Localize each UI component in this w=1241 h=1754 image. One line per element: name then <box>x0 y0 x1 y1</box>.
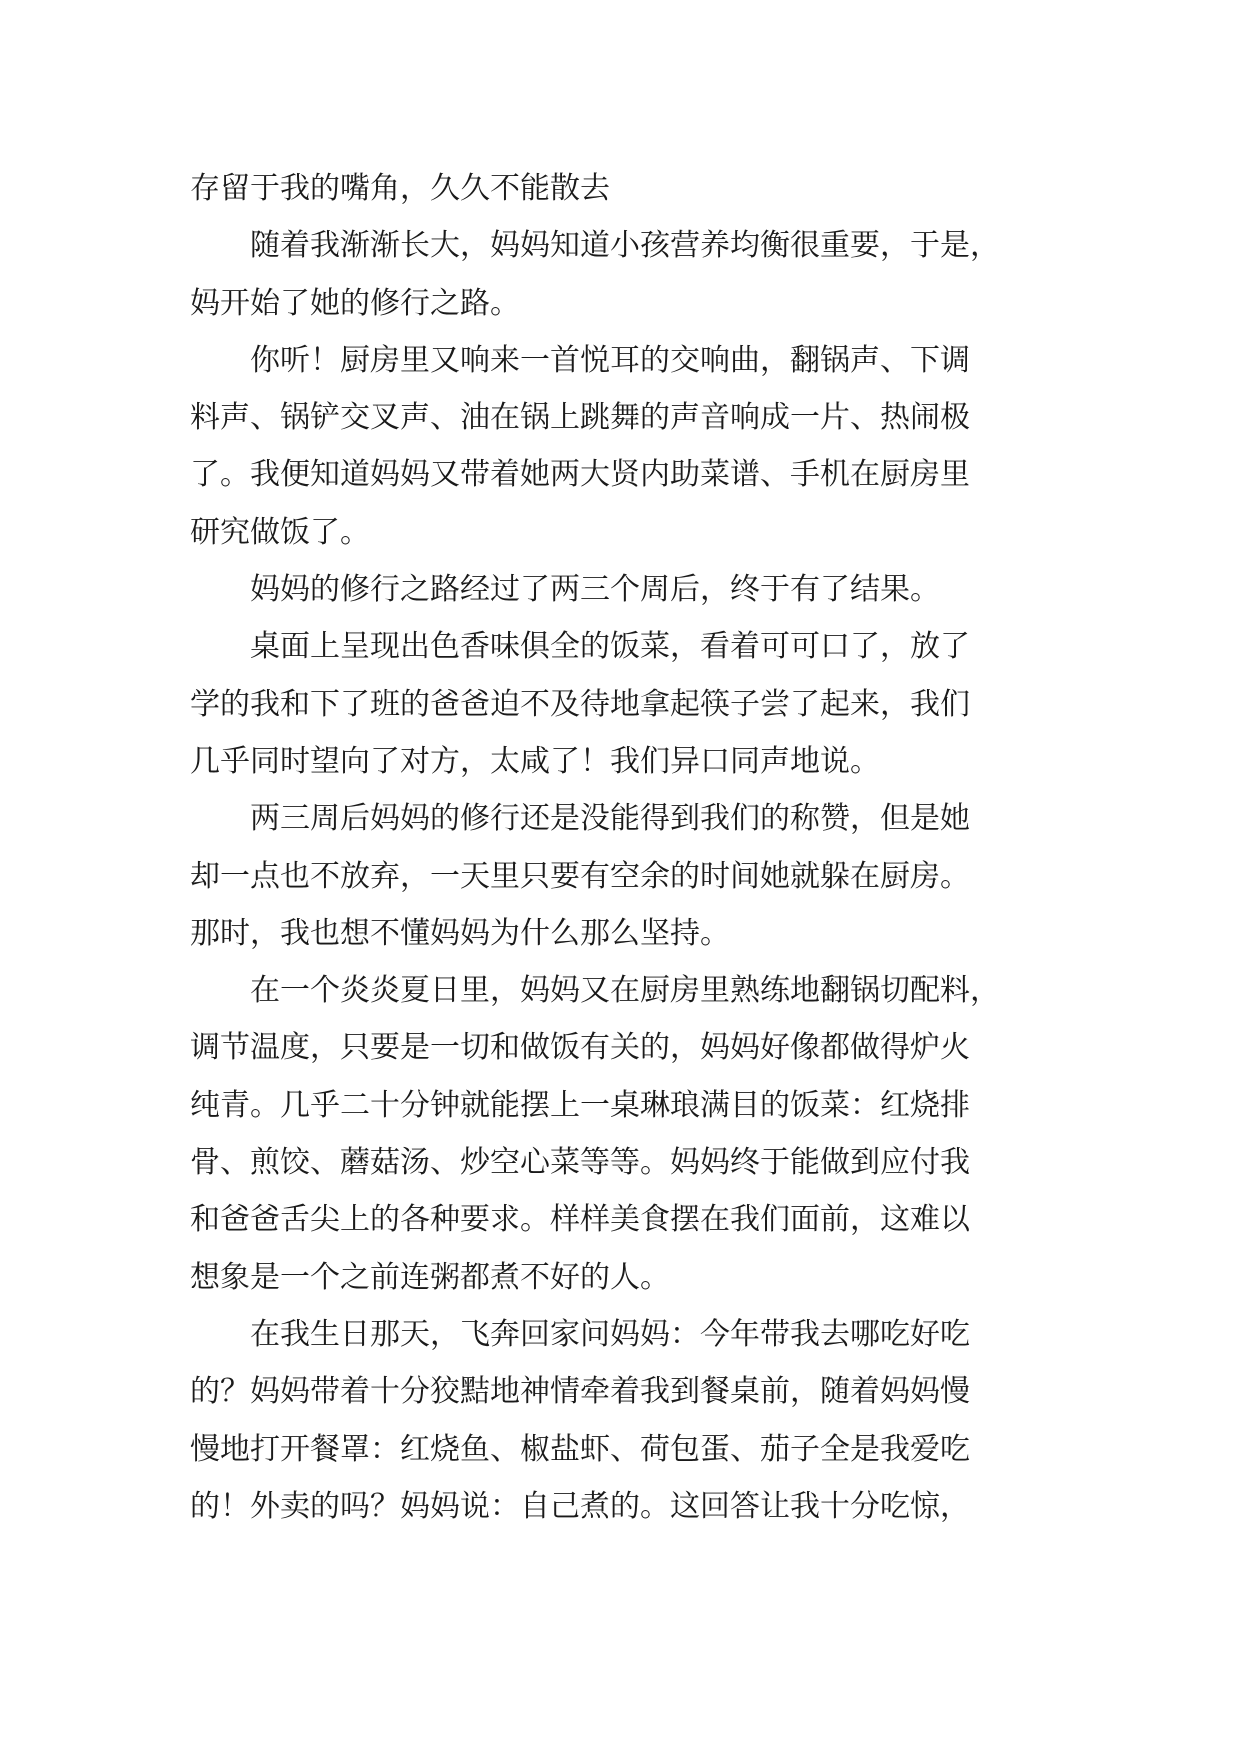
paragraph: 在一个炎炎夏日里，妈妈又在厨房里熟练地翻锅切配料， 调节温度，只要是一切和做饭有关的，妈妈好像都做得炉火 纯青。几乎二十分钟就能摆上一桌琳琅满目的饭菜：红烧排 骨、煎饺、蘑菇汤、炒空心菜等等。妈妈终于能做到应付我 和爸爸舌尖上的各种要求。样样美食摆在我们面前，这难以 想象是一个之前连粥都煮不好的人。 <box>190 973 1000 1295</box>
paragraph: 妈妈的修行之路经过了两三个周后，终于有了结果。 <box>190 572 940 608</box>
paragraph: 桌面上呈现出色香味俱全的饭菜，看着可可口了，放了 学的我和下了班的爸爸迫不及待地拿起筷子尝了起来，我们 几乎同时望向了对方，太咸了！我们异口同声地说。 <box>190 629 970 779</box>
paragraph: 两三周后妈妈的修行还是没能得到我们的称赞，但是她 却一点也不放弃，一天里只要有空余的时间她就躲在厨房。 那时，我也想不懂妈妈为什么那么坚持。 <box>190 801 970 951</box>
body-text <box>190 160 1060 1535</box>
paragraph: 在我生日那天，飞奔回家问妈妈：今年带我去哪吃好吃 的？妈妈带着十分狡黠地神情牵着我到餐桌前，随着妈妈慢 慢地打开餐罩：红烧鱼、椒盐虾、荷包蛋、茄子全是我爱吃 的！外卖的吗？妈妈说：自己煮的。这回答让我十分吃惊， <box>190 1316 970 1524</box>
paragraph: 随着我渐渐长大，妈妈知道小孩营养均衡很重要，于是， 妈开始了她的修行之路。 <box>190 228 1000 321</box>
paragraph: 存留于我的嘴角，久久不能散去 <box>190 171 610 206</box>
paragraph: 你听！厨房里又响来一首悦耳的交响曲，翻锅声、下调 料声、锅铲交叉声、油在锅上跳舞的声音响成一片、热闹极 了。我便知道妈妈又带着她两大贤内助菜谱、手机在厨房里 研究做饭了。 <box>190 342 970 550</box>
